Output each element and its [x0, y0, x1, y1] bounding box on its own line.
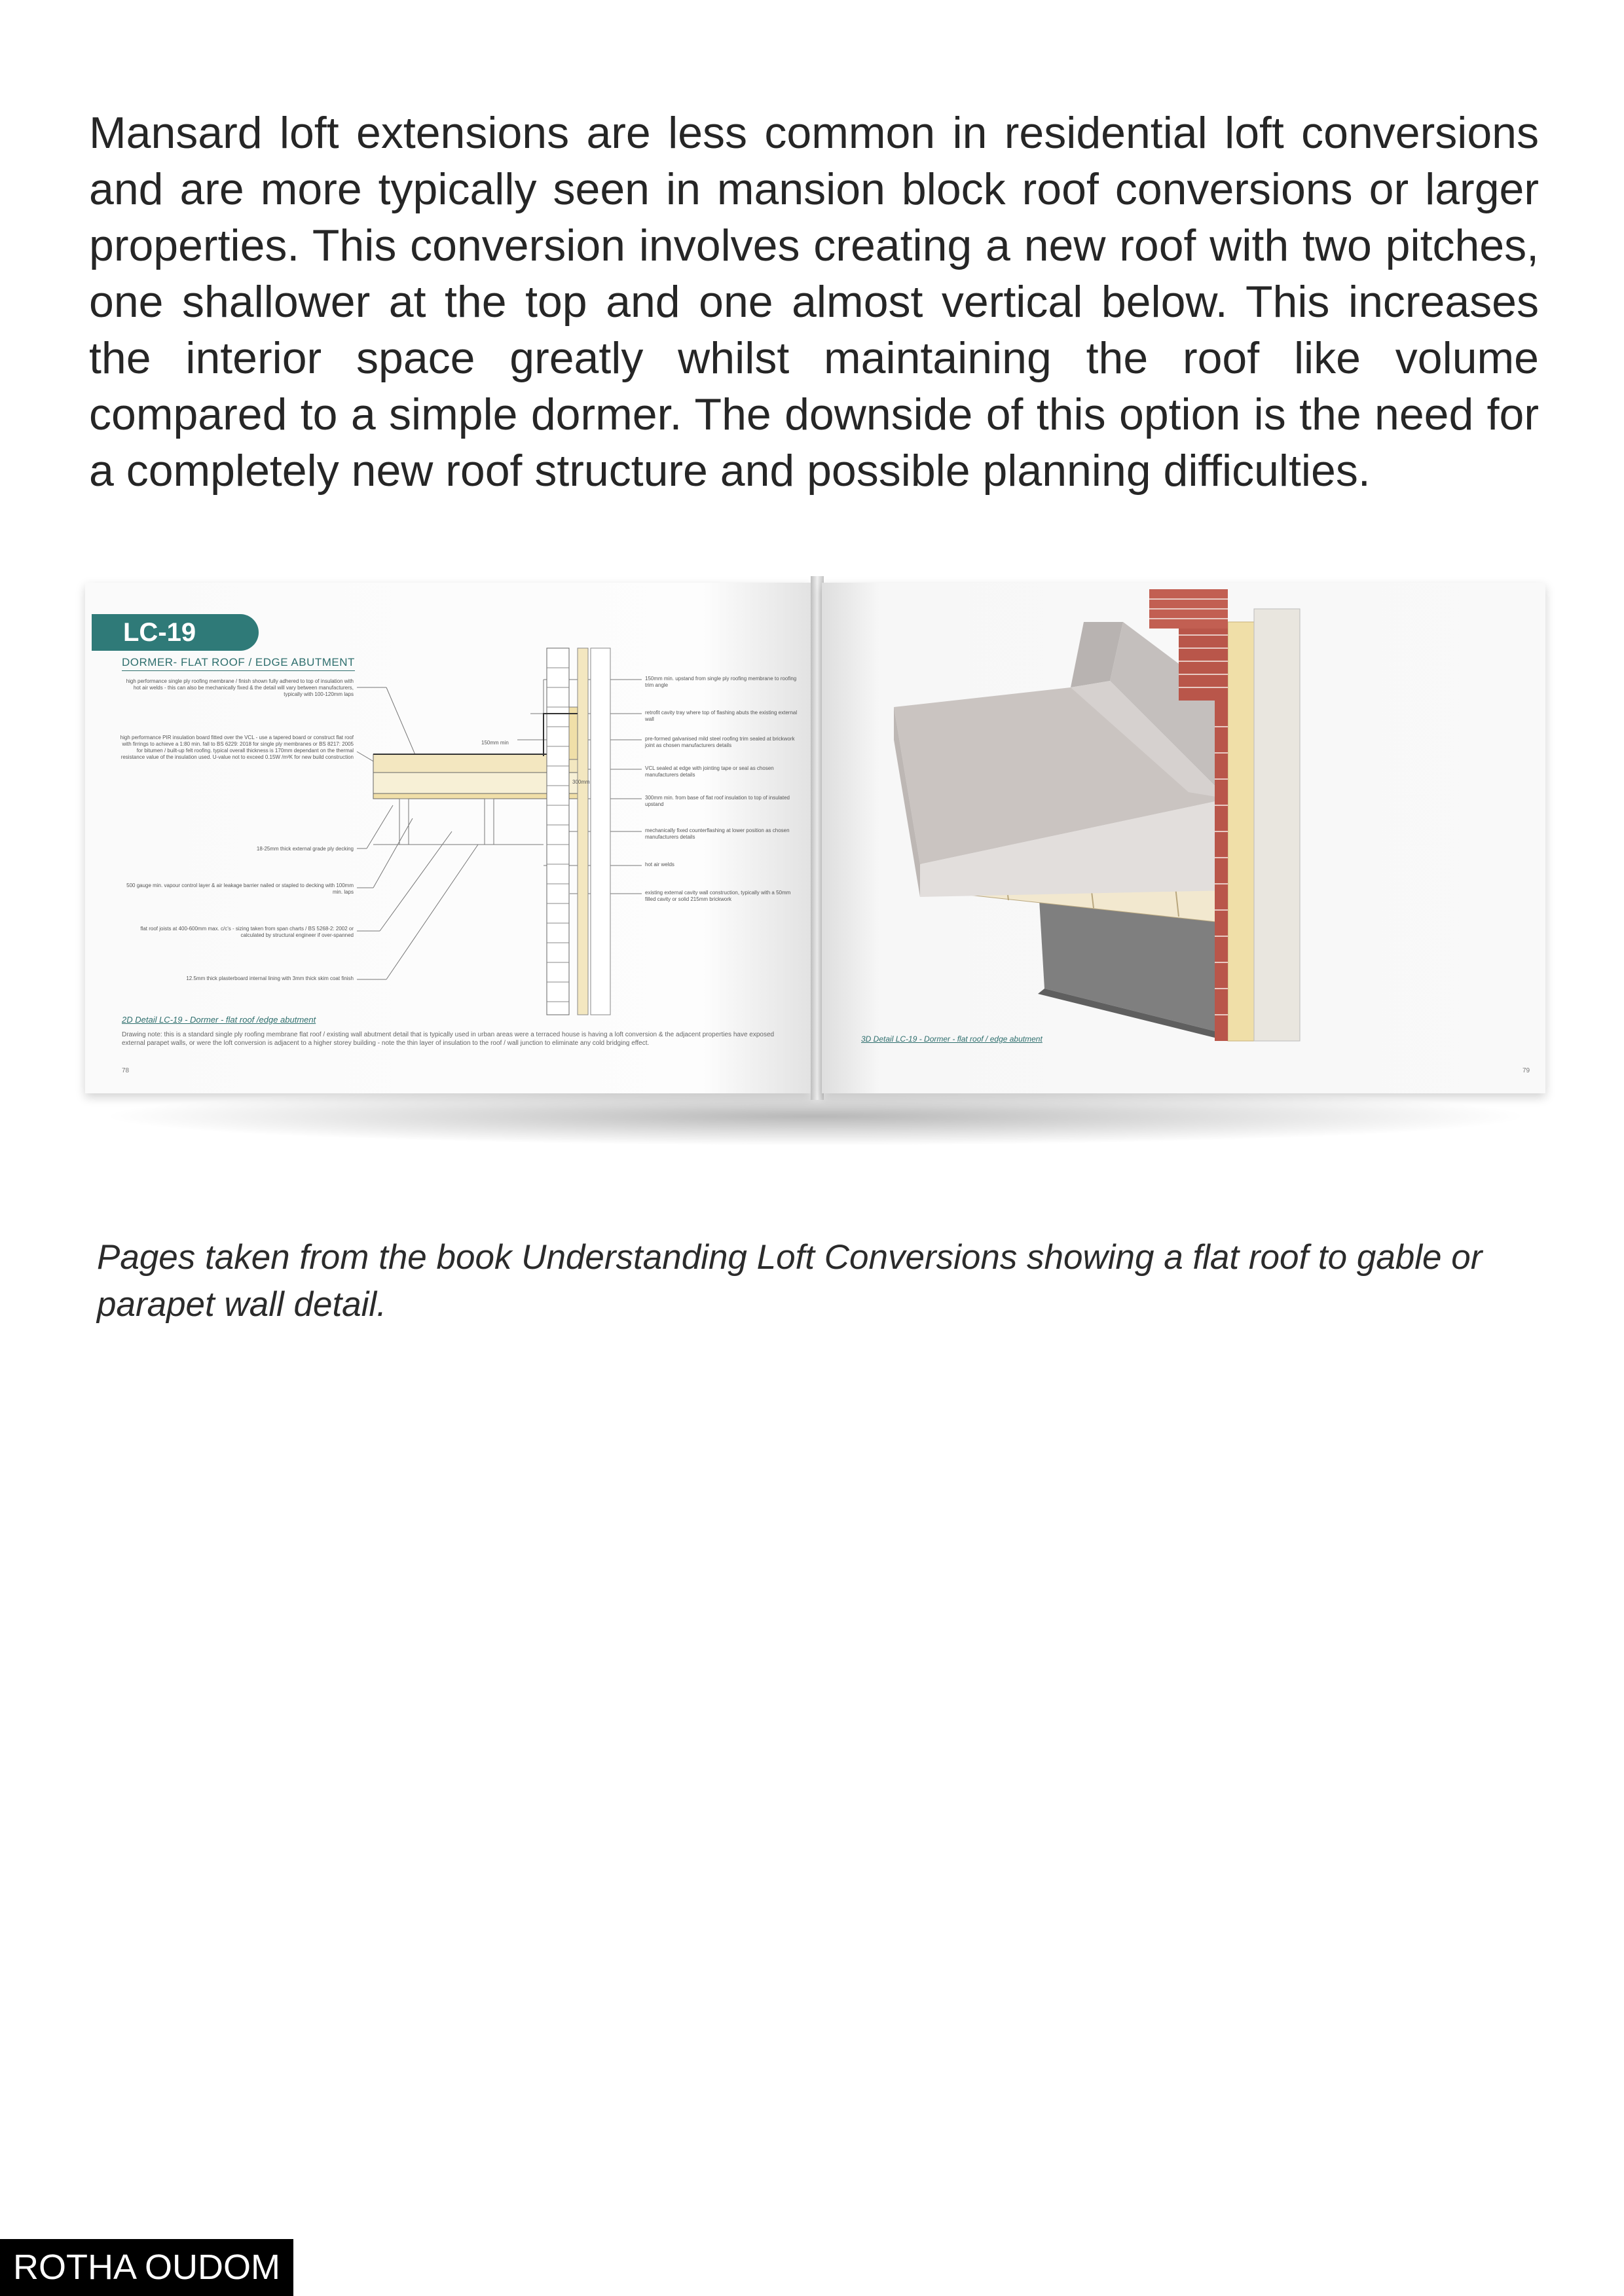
- intro-paragraph: Mansard loft extensions are less common in residential loft conversions and are more typically seen in mansion block roof conversions or larger properties. This conversion involves creating a new roof with two pitches, one shallower at the top and one almost vertical below. This increases the interior space greatly whilst maintaining the roof like volume compared to a simple dormer. The downside of this option is the need for a completely new roof structure and possible planning difficulties.: [89, 108, 1539, 496]
- label-plasterboard: 12.5mm thick plasterboard internal lining with 3mm thick skim coat finish: [186, 975, 354, 981]
- drawing-note: Drawing note: this is a standard single ply roofing membrane flat roof / existing wall abutment detail that is typically used in urban areas were a terraced house is having a loft conversion & the adjacent properties have exposed external parapet walls, or were the loft conversion is adjacent to a higher storey building - note the thin layer of insulation to the roof / wall junction to eliminate any cold bridging effect.: [122, 1031, 775, 1047]
- label-insulation: high performance PIR insulation board fitted over the VCL - use a tapered board or construct flat roof with firrings to achieve a 1:80 min. fall to BS 6229: 2018 for single ply membranes or BS 8217: 2005 for bitumen / built-up felt roofing. typical overall thickness is 170mm dependant on the thermal resistance value of the insulation used. U-value not to exceed 0.15W /m²K for new build construction: [120, 735, 354, 760]
- label-decking: 18-25mm thick external grade ply decking: [256, 846, 354, 852]
- label-membrane: high performance single ply roofing membrane / finish shown fully adhered to top of insulation with hot air welds - this can also be mechanically fixed & the detail will vary between manufacturers, typically with 100-120mm laps: [126, 678, 354, 697]
- label-cavity-tray: retrofit cavity tray where top of flashing abuts the existing external wall: [645, 710, 798, 722]
- label-vcl: 500 gauge min. vapour control layer & air leakage barrier nailed or stapled to decking with 100mm min. laps: [126, 883, 354, 895]
- book-right-page: [822, 583, 1545, 1093]
- caption-2d-detail: 2D Detail LC-19 - Dormer - flat roof /edge abutment: [122, 1015, 316, 1025]
- label-300mm: 300mm min. from base of flat roof insulation to top of insulated upstand: [645, 795, 790, 807]
- detail-badge: LC-19: [92, 614, 259, 651]
- book-left-page: [85, 583, 812, 1093]
- label-vcl-sealed: VCL sealed at edge with jointing tape or seal as chosen manufacturers details: [645, 765, 774, 778]
- dimension-300: 300mm: [572, 779, 590, 785]
- image-caption: Pages taken from the book Understanding Loft Conversions showing a flat roof to gable or parapet wall detail.: [97, 1238, 1483, 1324]
- author-footer-label: ROTHA OUDOM: [0, 2239, 293, 2296]
- label-upstand: 150mm min. upstand from single ply roofing membrane to roofing trim angle: [645, 676, 797, 688]
- label-hot-air-welds: hot air welds: [645, 862, 674, 867]
- page-number-left: 78: [122, 1067, 130, 1074]
- label-joists: flat roof joists at 400-600mm max. c/c's - sizing taken from span charts / BS 5268-2: 2002 or calculated by structural engineer if over-spanned: [140, 926, 354, 938]
- caption-3d-detail: 3D Detail LC-19 - Dormer - flat roof / edge abutment: [861, 1034, 1043, 1044]
- 3d-roof-detail-illustration: [822, 583, 1545, 1093]
- page-number-right: 79: [1522, 1067, 1530, 1074]
- label-cavity-wall: existing external cavity wall construction, typically with a 50mm filled cavity or solid 215mm brickwork: [645, 890, 791, 902]
- label-roofing-trim: pre-formed galvanised mild steel roofing trim sealed at brickwork joint as chosen manufacturers details: [645, 736, 795, 748]
- label-counterflashing: mechanically fixed counterflashing at lower position as chosen manufacturers details: [645, 828, 790, 840]
- book-spread-image: [79, 570, 1552, 1139]
- dimension-150: 150mm min: [481, 740, 509, 746]
- detail-subtitle: DORMER- FLAT ROOF / EDGE ABUTMENT: [122, 656, 355, 671]
